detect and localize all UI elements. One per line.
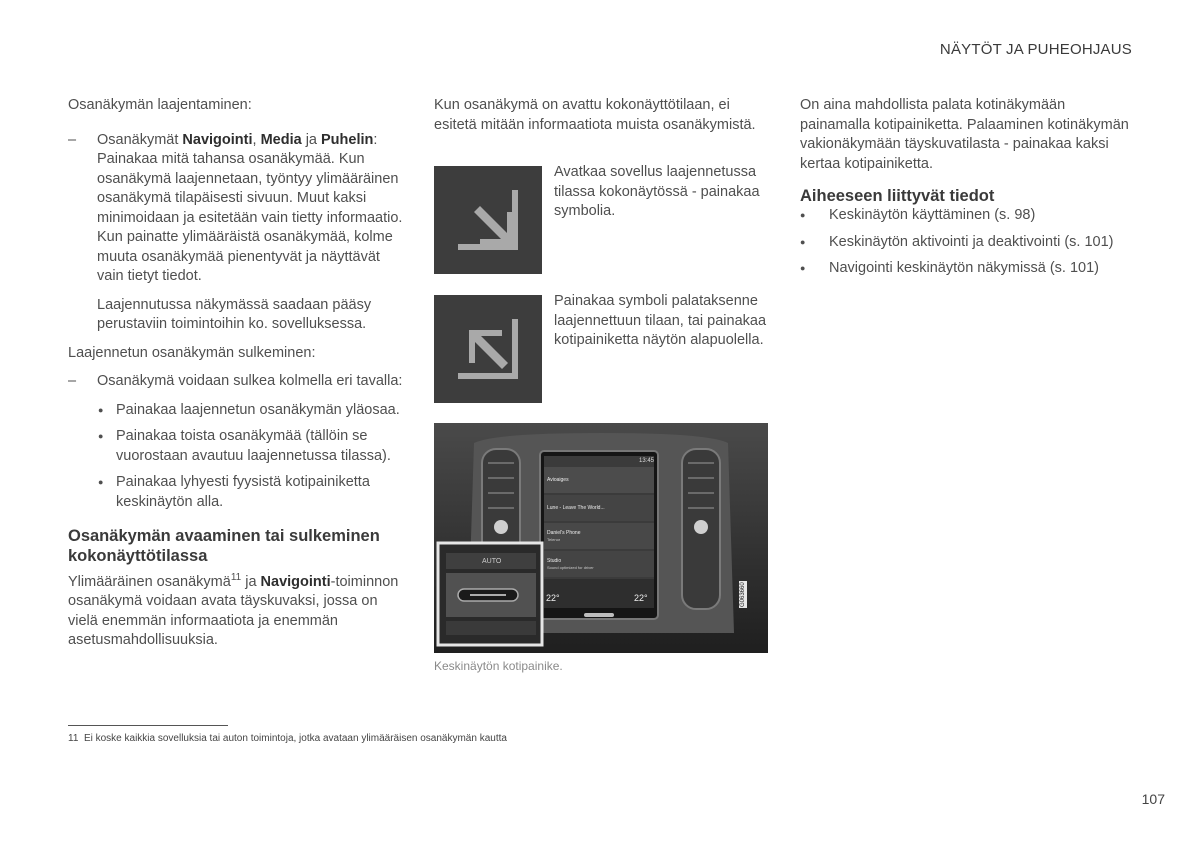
page-number: 107 bbox=[1141, 791, 1165, 807]
photo-auto-label: AUTO bbox=[482, 558, 502, 565]
photo-row-title: Lune - Leave The World... bbox=[547, 505, 605, 511]
related-link[interactable]: ● Navigointi keskinäytön näkymissä (s. 101) bbox=[800, 259, 1136, 279]
column-middle bbox=[434, 96, 770, 135]
close-bullet-1: ● Painakaa laajennetun osanäkymän yläosaa. bbox=[68, 401, 404, 421]
term-puhelin: Puhelin bbox=[321, 131, 374, 148]
page-header-title: NÄYTÖT JA PUHEOHJAUS bbox=[939, 41, 1132, 58]
center-display-photo bbox=[434, 423, 768, 653]
photo-row-title: Avioaiges bbox=[547, 477, 569, 483]
photo-row-sub: Telenor bbox=[547, 537, 561, 542]
separator: , bbox=[252, 131, 261, 148]
term-media: Media bbox=[260, 131, 302, 148]
footnote-ref: 11 bbox=[230, 572, 242, 583]
photo-row-sub: Sound optimized for driver bbox=[547, 565, 594, 570]
photo-caption: Keskinäytön kotipainike. bbox=[434, 659, 563, 673]
photo-code: G063660 bbox=[740, 582, 746, 607]
close-bullet-3: ● Painakaa lyhyesti fyysistä kotipainiketta keskinäytön alla. bbox=[68, 473, 404, 512]
footnote-number: 11 bbox=[68, 733, 79, 744]
related-heading: Aiheeseen liittyvät tiedot bbox=[800, 187, 995, 205]
section-paragraph bbox=[68, 568, 404, 651]
photo-row-title: Daniel's Phone bbox=[547, 530, 581, 536]
separator: ja bbox=[301, 131, 322, 148]
column-left bbox=[68, 96, 404, 651]
photo-temp-left: 22° bbox=[546, 593, 560, 603]
expand-extra: Laajennutussa näkymässä saadaan pääsy perustaviin toimintoihin ko. sovelluksessa. bbox=[97, 296, 372, 332]
close-bullet-2: ● Painakaa toista osanäkymää (tällöin se vuorostaan avautuu laajennetussa tilassa). bbox=[68, 427, 404, 466]
footnote-text: Ei koske kaikkia sovelluksia tai auton toimintoja, jotka avataan ylimääräisen osanäkymän kautta bbox=[83, 733, 507, 744]
icon2-description: Painakaa symboli palataksenne laajennettuun tilaan, tai painakaa kotipainiketta näytön alapuolella. bbox=[554, 293, 767, 348]
column-right bbox=[800, 96, 1136, 279]
icon1-description: Avatkaa sovellus laajennetussa tilassa kokonäytössä - painakaa symbolia. bbox=[554, 164, 760, 219]
photo-row-title: Studio bbox=[547, 558, 562, 564]
section-text-prefix: Ylimääräinen osanäkymä bbox=[68, 573, 231, 590]
section-text-rest: -toiminnon osanäkymä voidaan avata täyskuvaksi, jossa on vielä enemmän informaatiota ja enemmän asetusmahdollisuuksia. bbox=[68, 573, 399, 649]
section-heading: Osanäkymän avaaminen tai sulkeminen kokonäyttötilassa bbox=[68, 527, 380, 565]
related-link[interactable]: ● Keskinäytön käyttäminen (s. 98) bbox=[800, 206, 1136, 226]
fullscreen-intro: Kun osanäkymä on avattu kokonäyttötilaan, ei esitetä mitään informaatiota muista osanäkymistä. bbox=[434, 97, 756, 133]
related-link[interactable]: ● Keskinäytön aktivointi ja deaktivointi (s. 101) bbox=[800, 233, 1136, 253]
expand-heading: Osanäkymän laajentaminen: bbox=[68, 97, 252, 113]
separator: ja bbox=[241, 573, 261, 590]
footnote bbox=[68, 733, 507, 744]
home-intro: On aina mahdollista palata kotinäkymään painamalla kotipainiketta. Palaaminen kotinäkymän vakionäkymään täyskuvatilasta - painakaa kaksi kertaa kotipainiketta. bbox=[800, 97, 1129, 172]
photo-clock: 13:45 bbox=[639, 458, 655, 464]
expand-fullscreen-icon bbox=[434, 166, 542, 274]
exit-fullscreen-icon bbox=[434, 295, 542, 403]
term-navigointi: Navigointi bbox=[260, 573, 331, 590]
photo-temp-right: 22° bbox=[634, 593, 648, 603]
footnote-divider bbox=[68, 725, 228, 726]
expand-instruction bbox=[68, 131, 404, 287]
close-instruction: – Osanäkymä voidaan sulkea kolmella eri tavalla: bbox=[68, 372, 404, 392]
expand-text-prefix: Osanäkymät bbox=[97, 131, 183, 148]
expand-text-body: : Painakaa mitä tahansa osanäkymää. Kun osanäkymä laajennetaan, työntyy ylimääräinen osanäkymä tilapäisesti sivuun. Muut kaksi minimoidaan ja esitetään vain tietty informaatio. Kun painatte ylimääräistä osanäkymää, kolme muuta osanäkymää pienentyvät ja näyttävät vain tietyt tiedot. bbox=[97, 131, 403, 284]
close-heading: Laajennetun osanäkymän sulkeminen: bbox=[68, 344, 316, 361]
term-navigointi: Navigointi bbox=[182, 131, 253, 148]
